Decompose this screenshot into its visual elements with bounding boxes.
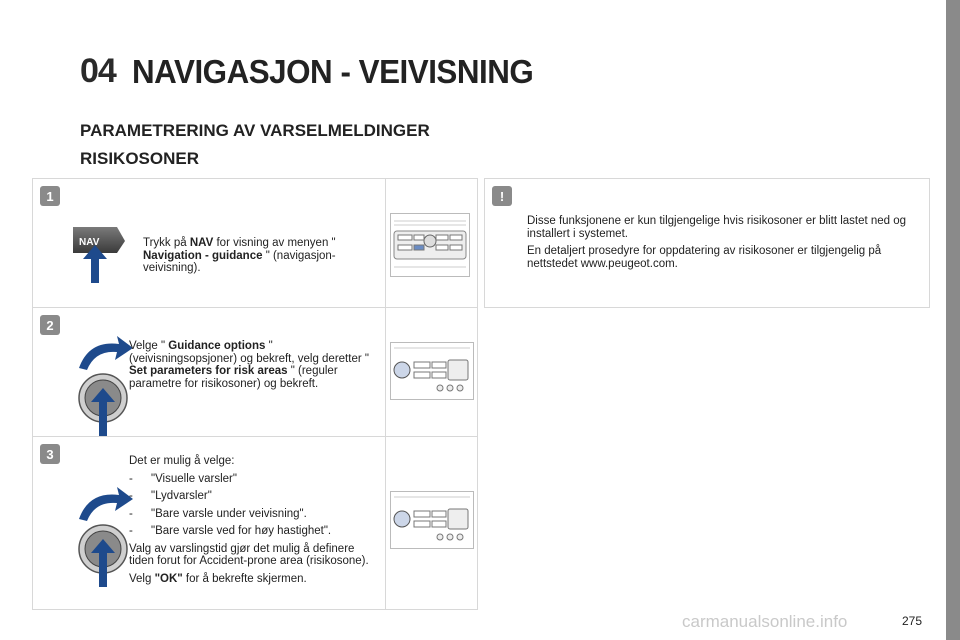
info-box	[484, 178, 930, 308]
step-3-box	[32, 436, 478, 610]
risk-areas-label: Set parameters for risk areas	[129, 365, 288, 377]
step-3-text	[129, 455, 379, 590]
warning-option-guidance-only: - "Bare varsle under veivisning".	[129, 508, 379, 521]
radio-panel-2-icon	[390, 342, 474, 400]
step-2-text: Velge " Guidance options " (veivisningsopsjoner) og bekreft, velg deretter " Set parameters for risk areas " (reguler parametre for risikosoner) og bekreft.	[129, 340, 369, 390]
chapter-number: 04	[80, 52, 116, 90]
warning-option-speeding-only: - "Bare varsle ved for høy hastighet".	[129, 525, 379, 538]
watermark: carmanualsonline.info	[682, 612, 848, 631]
warning-options-list	[129, 473, 379, 538]
info-text	[527, 215, 917, 275]
nav-button-icon	[67, 223, 137, 287]
section-title	[80, 117, 580, 173]
step-3-confirm-text: Velg "OK" for å bekrefte skjermen.	[129, 572, 307, 585]
chapter-side-bar	[946, 0, 960, 640]
nav-button-label: NAV	[79, 237, 100, 248]
chapter-title: NAVIGASJON - VEIVISNING	[132, 53, 534, 90]
page-number: 275	[902, 614, 923, 628]
warning-option-audible: - "Lydvarsler"	[129, 490, 379, 503]
step-2-divider	[385, 308, 386, 436]
step-1-box	[32, 178, 478, 308]
radio-panel-1-icon	[390, 213, 470, 277]
step-1-text: Trykk på NAV for visning av menyen " Navigation - guidance " (navigasjon-veivisning).	[143, 237, 336, 274]
step-3-divider	[385, 437, 386, 609]
step-2-badge: 2	[40, 315, 60, 335]
step-3-intro: Det er mulig å velge:	[129, 455, 235, 467]
step-1-divider	[385, 179, 386, 307]
warning-option-visual: - "Visuelle varsler"	[129, 473, 379, 486]
step-3-timing-text: Valg av varslingstid gjør det mulig å definere tiden forut for Accident-prone area (risikosone).	[129, 542, 369, 567]
menu-name: Navigation - guidance	[143, 249, 263, 262]
ok-label: "OK"	[154, 572, 183, 585]
guidance-options-label: Guidance options	[168, 340, 266, 352]
warning-icon: !	[492, 186, 512, 206]
step-1-badge: 1	[40, 186, 60, 206]
info-paragraph-2: En detaljert prosedyre for oppdatering av risikosoner er tilgjengelig på nettstedet www.peugeot.com.	[527, 245, 882, 270]
step-3-badge: 3	[40, 444, 60, 464]
nav-key-label: NAV	[189, 237, 214, 249]
step-2-box	[32, 307, 478, 437]
section-title-line1: PARAMETRERING AV VARSELMELDINGER	[80, 121, 430, 140]
radio-panel-3-icon	[390, 491, 474, 549]
section-title-line2: RISIKOSONER	[80, 149, 200, 168]
info-paragraph-1: Disse funksjonene er kun tilgjengelige hvis risikosoner er blitt lastet ned og installert i systemet.	[527, 215, 907, 240]
